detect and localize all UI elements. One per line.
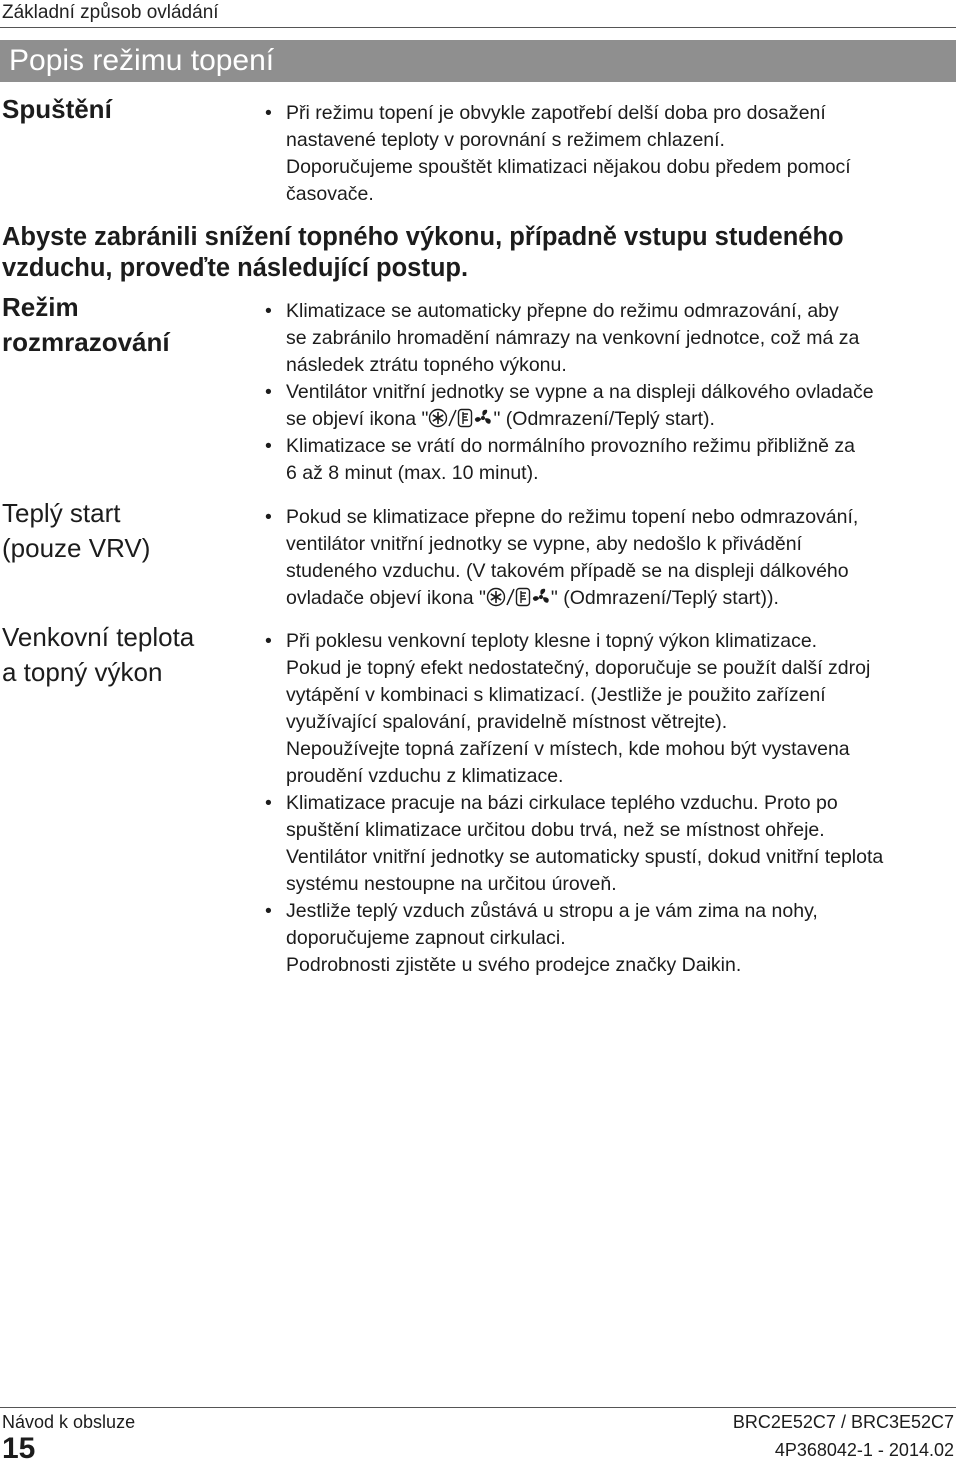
list-item (263, 298, 953, 379)
text-line: Klimatizace se automaticky přepne do režimu odmrazování, aby (286, 300, 839, 322)
defrost-icon (428, 408, 448, 428)
text-line: doporučujeme zapnout cirkulaci. (286, 927, 566, 949)
start-bullets (263, 100, 953, 208)
label-line: a topný výkon (2, 657, 163, 687)
outdoor-label (2, 620, 194, 690)
fan-off-icon (531, 587, 551, 607)
fan-off-icon (473, 408, 493, 428)
bullet-marker: • (265, 300, 272, 322)
text-line: Klimatizace se vrátí do normálního provozního režimu přibližně za (286, 435, 856, 457)
bullet-marker: • (265, 792, 272, 814)
bullet-marker: • (265, 506, 272, 528)
bullet-marker: • (265, 435, 272, 457)
text-line: se zabránilo hromadění námrazy na venkovní jednotce, což má za (286, 327, 860, 349)
text-line: Ventilátor vnitřní jednotky se automaticky spustí, dokud vnitřní teplota (286, 846, 884, 868)
text-line: následek ztrátu topného výkonu. (286, 354, 567, 376)
bullet-marker: • (265, 630, 272, 652)
text-line: Při poklesu venkovní teploty klesne i topný výkon klimatizace. (286, 630, 818, 652)
text-line: systému nestoupne na určitou úroveň. (286, 873, 617, 895)
warm-start-icon (515, 587, 531, 607)
text-line: Doporučujeme spouštět klimatizaci nějakou dobu předem pomocí (286, 156, 851, 178)
defrost-bullets (263, 298, 953, 487)
text-line: Při režimu topení je obvykle zapotřebí delší doba pro dosažení (286, 102, 826, 124)
text-line: využívající spalování, pravidelně místnost větrejte). (286, 711, 728, 733)
bullet-marker: • (265, 900, 272, 922)
text-line: ventilátor vnitřní jednotky se vypne, aby nedošlo k přivádění (286, 533, 802, 555)
defrost-label (2, 290, 170, 360)
slash-separator (506, 587, 515, 607)
warm-start-icon (457, 408, 473, 428)
header-divider (0, 27, 956, 28)
label-line: Venkovní teplota (2, 622, 195, 652)
list-item (263, 379, 953, 433)
label-line: Teplý start (2, 498, 121, 528)
warm-start-label (2, 496, 150, 566)
slash-separator (448, 408, 457, 428)
start-label: Spuštění (2, 94, 112, 124)
heading-line: vzduchu, proveďte následující postup. (2, 254, 469, 282)
text-line: 6 až 8 minut (max. 10 minut). (286, 462, 539, 484)
text-line: Pokud se klimatizace přepne do režimu topení nebo odmrazování, (286, 506, 859, 528)
label-line: Režim (2, 292, 79, 322)
text-line: vytápění v kombinaci s klimatizací. (Jestliže je použito zařízení (286, 684, 826, 706)
defrost-icon (486, 587, 506, 607)
text-line (286, 585, 953, 612)
page-number: 15 (2, 1432, 36, 1465)
text-fragment: " (Odmrazení/Teplý start). (493, 408, 715, 430)
text-line: nastavené teploty v porovnání s režimem chlazení. (286, 129, 725, 151)
list-item (263, 433, 953, 487)
text-line: Ventilátor vnitřní jednotky se vypne a na displeji dálkového ovladače (286, 381, 874, 403)
text-line: proudění vzduchu z klimatizace. (286, 765, 564, 787)
text-line: časovače. (286, 183, 374, 205)
model-numbers: BRC2E52C7 / BRC3E52C7 (732, 1412, 954, 1432)
bullet-marker: • (265, 102, 272, 124)
text-fragment: " (Odmrazení/Teplý start)). (550, 587, 779, 609)
text-fragment: se objeví ikona " (286, 408, 429, 430)
section-title: Popis režimu topení (0, 40, 956, 82)
text-line: Pokud je topný efekt nedostatečný, doporučuje se použít další zdroj (286, 657, 871, 679)
list-item (263, 100, 953, 208)
heading-line: Abyste zabránili snížení topného výkonu, případně vstupu studeného (2, 223, 844, 251)
defrost-warmstart-icons (486, 587, 551, 607)
warm-start-bullets (263, 504, 953, 612)
text-line: spuštění klimatizace určitou dobu trvá, než se místnost ohřeje. (286, 819, 825, 841)
list-item (263, 628, 953, 790)
label-line: (pouze VRV) (2, 533, 151, 563)
list-item (263, 898, 953, 979)
document-code: 4P368042-1 - 2014.02 (774, 1440, 954, 1460)
procedure-heading (2, 222, 952, 284)
list-item (263, 790, 953, 898)
text-fragment: ovladače objeví ikona " (286, 587, 486, 609)
text-line: Podrobnosti zjistěte u svého prodejce značky Daikin. (286, 954, 742, 976)
defrost-warmstart-icons (428, 408, 493, 428)
text-line: Jestliže teplý vzduch zůstává u stropu a je vám zima na nohy, (286, 900, 818, 922)
text-line (286, 406, 953, 433)
text-line: Nepoužívejte topná zařízení v místech, kde mohou být vystavena (286, 738, 850, 760)
manual-name: Návod k obsluze (2, 1412, 136, 1432)
footer-divider (0, 1407, 956, 1408)
text-line: Klimatizace pracuje na bázi cirkulace teplého vzduchu. Proto po (286, 792, 838, 814)
label-line: rozmrazování (2, 327, 170, 357)
running-header: Základní způsob ovládání (2, 2, 219, 23)
bullet-marker: • (265, 381, 272, 403)
list-item (263, 504, 953, 612)
text-line: studeného vzduchu. (V takovém případě se na displeji dálkového (286, 560, 849, 582)
outdoor-bullets (263, 628, 953, 979)
